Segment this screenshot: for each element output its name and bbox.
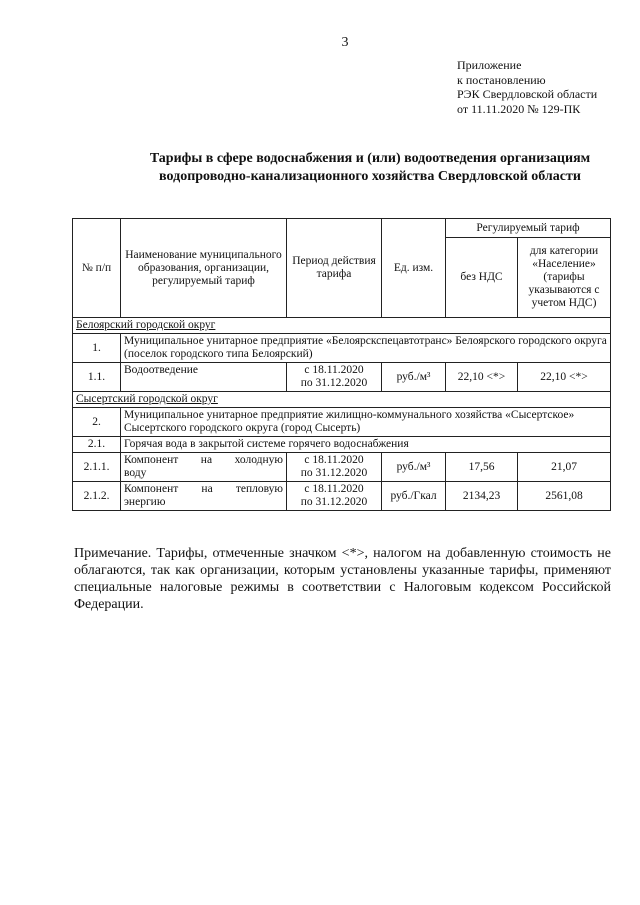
row-period: [287, 363, 382, 392]
row-population: 21,07: [518, 453, 611, 482]
row-no-vat: 17,56: [446, 453, 518, 482]
table-row: [73, 482, 611, 511]
row-unit: руб./м³: [382, 363, 446, 392]
row-num: 2.1.1.: [73, 453, 121, 482]
row-name: Муниципальное унитарное предприятие «Белоярскспецавтотранс» Белоярского городского округа (поселок городского типа Белоярский): [121, 334, 611, 363]
page-number: 3: [341, 35, 349, 50]
row-name-line: энергию: [124, 496, 166, 508]
period-to: по 31.12.2020: [300, 467, 368, 479]
row-name-line: воду: [124, 467, 147, 479]
period-from: с 18.11.2020: [304, 454, 364, 466]
table-row: [73, 408, 611, 437]
header-population: для категории «Население» (тарифы указываются с учетом НДС): [518, 238, 611, 318]
period-from: с 18.11.2020: [304, 483, 364, 495]
row-name-line: Компонент на холодную: [124, 454, 283, 466]
row-num: 2.1.: [73, 437, 121, 453]
table-row: [73, 334, 611, 363]
appendix-line: РЭК Свердловской области: [457, 87, 598, 101]
table-row: [73, 437, 611, 453]
section-title: Сысертский городской округ: [73, 392, 611, 408]
row-period: [287, 482, 382, 511]
row-num: 2.: [73, 408, 121, 437]
period-to: по 31.12.2020: [300, 377, 368, 389]
row-name: Горячая вода в закрытой системе горячего водоснабжения: [121, 437, 611, 453]
row-num: 2.1.2.: [73, 482, 121, 511]
table-row: [73, 453, 611, 482]
row-name: [121, 453, 287, 482]
row-no-vat: 22,10 <*>: [446, 363, 518, 392]
row-population: 2561,08: [518, 482, 611, 511]
row-name-line: Компонент на тепловую: [124, 483, 283, 495]
appendix-line: от 11.11.2020 № 129-ПК: [457, 101, 581, 116]
title-line: водопроводно-канализационного хозяйства Свердловской области: [159, 169, 581, 184]
period-to: по 31.12.2020: [300, 496, 368, 508]
section-row: [73, 318, 611, 334]
header-num: № п/п: [73, 219, 121, 318]
row-no-vat: 2134,23: [446, 482, 518, 511]
header-no-vat: без НДС: [446, 238, 518, 318]
row-unit: руб./м³: [382, 453, 446, 482]
header-name: Наименование муниципального образования, организации, регулируемый тариф: [121, 219, 287, 318]
period-from: с 18.11.2020: [304, 364, 364, 376]
footnote: Примечание. Тарифы, отмеченные значком <*>, налогом на добавленную стоимость не облагаются, так как организации, которым установлены указанные тарифы, применяют специальные налоговые режимы в соответствии с Налоговым кодексом Российской Федерации.: [74, 546, 611, 612]
appendix-line: Приложение: [457, 58, 522, 72]
row-name: Муниципальное унитарное предприятие жилищно-коммунального хозяйства «Сысертское» Сысертского городского округа (город Сысерть): [121, 408, 611, 437]
row-unit: руб./Гкал: [382, 482, 446, 511]
appendix-block: [457, 58, 597, 116]
row-num: 1.: [73, 334, 121, 363]
header-period: Период действия тарифа: [287, 219, 382, 318]
row-num: 1.1.: [73, 363, 121, 392]
row-population: 22,10 <*>: [518, 363, 611, 392]
table-header-row: [73, 219, 611, 238]
section-row: [73, 392, 611, 408]
header-unit: Ед. изм.: [382, 219, 446, 318]
row-name: [121, 482, 287, 511]
tariff-table: [72, 218, 611, 511]
table-row: [73, 363, 611, 392]
row-period: [287, 453, 382, 482]
row-name: Водоотведение: [121, 363, 287, 392]
document-title: [70, 150, 640, 186]
header-regulated-tariff: Регулируемый тариф: [446, 219, 611, 238]
title-line: Тарифы в сфере водоснабжения и (или) водоотведения организациям: [149, 151, 591, 166]
appendix-line: к постановлению: [457, 72, 546, 87]
section-title: Белоярский городской округ: [73, 318, 611, 334]
